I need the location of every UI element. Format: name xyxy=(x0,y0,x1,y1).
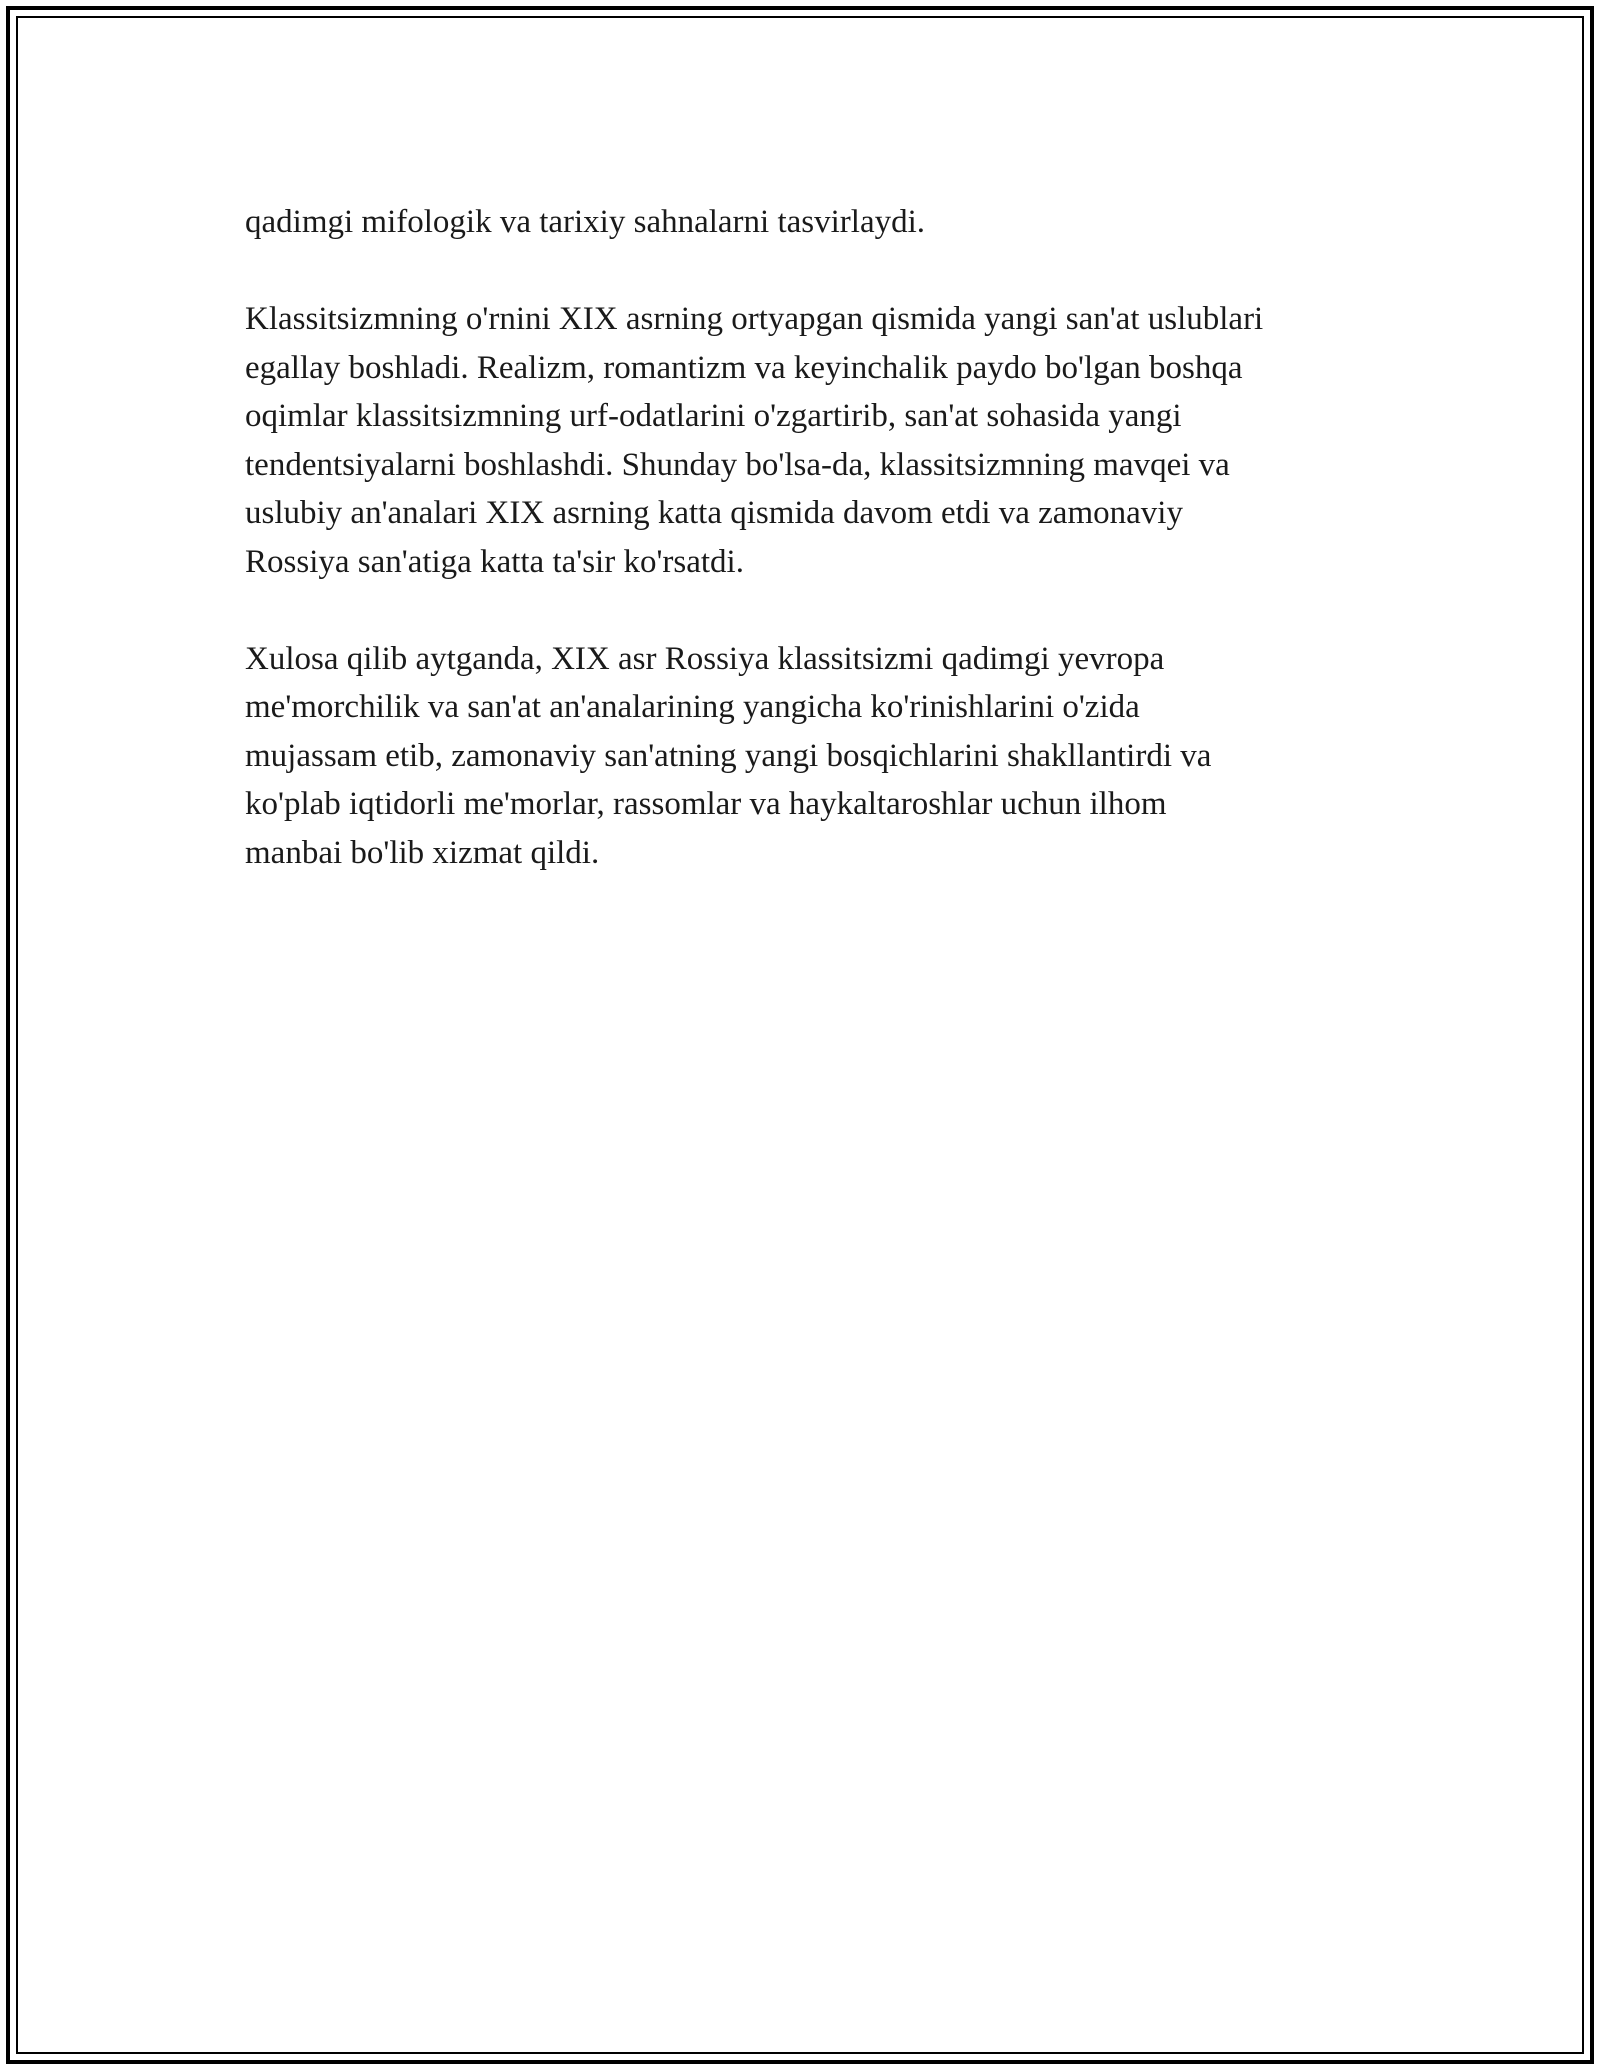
text-line: me'morchilik va san'at an'analarining yangicha ko'rinishlarini o'zida xyxy=(245,689,1140,725)
document-body xyxy=(245,198,1395,926)
text-line: uslubiy an'analari XIX asrning katta qismida davom etdi va zamonaviy xyxy=(245,495,1183,531)
text-line: qadimgi mifologik va tarixiy sahnalarni tasvirlaydi. xyxy=(245,204,926,240)
paragraph-1 xyxy=(245,198,1395,247)
text-line: Xulosa qilib aytganda, XIX asr Rossiya klassitsizmi qadimgi yevropa xyxy=(245,640,1165,677)
text-line: Klassitsizmning o'rnini XIX asrning ortyapgan qismida yangi san'at uslublari xyxy=(245,301,1264,337)
text-line: Rossiya san'atiga katta ta'sir ko'rsatdi. xyxy=(245,543,744,580)
document-page xyxy=(6,6,1594,2064)
paragraph-3 xyxy=(245,635,1395,878)
paragraph-2 xyxy=(245,295,1395,586)
text-line: tendentsiyalarni boshlashdi. Shunday bo'lsa-da, klassitsizmning mavqei va xyxy=(245,446,1230,483)
text-line: ko'plab iqtidorli me'morlar, rassomlar va haykaltaroshlar uchun ilhom xyxy=(245,786,1167,822)
text-line: egallay boshladi. Realizm, romantizm va keyinchalik paydo bo'lgan boshqa xyxy=(245,349,1243,386)
text-line: mujassam etib, zamonaviy san'atning yangi bosqichlarini shakllantirdi va xyxy=(245,737,1212,774)
text-line: oqimlar klassitsizmning urf-odatlarini o'zgartirib, san'at sohasida yangi xyxy=(245,398,1182,434)
text-line: manbai bo'lib xizmat qildi. xyxy=(245,834,600,871)
